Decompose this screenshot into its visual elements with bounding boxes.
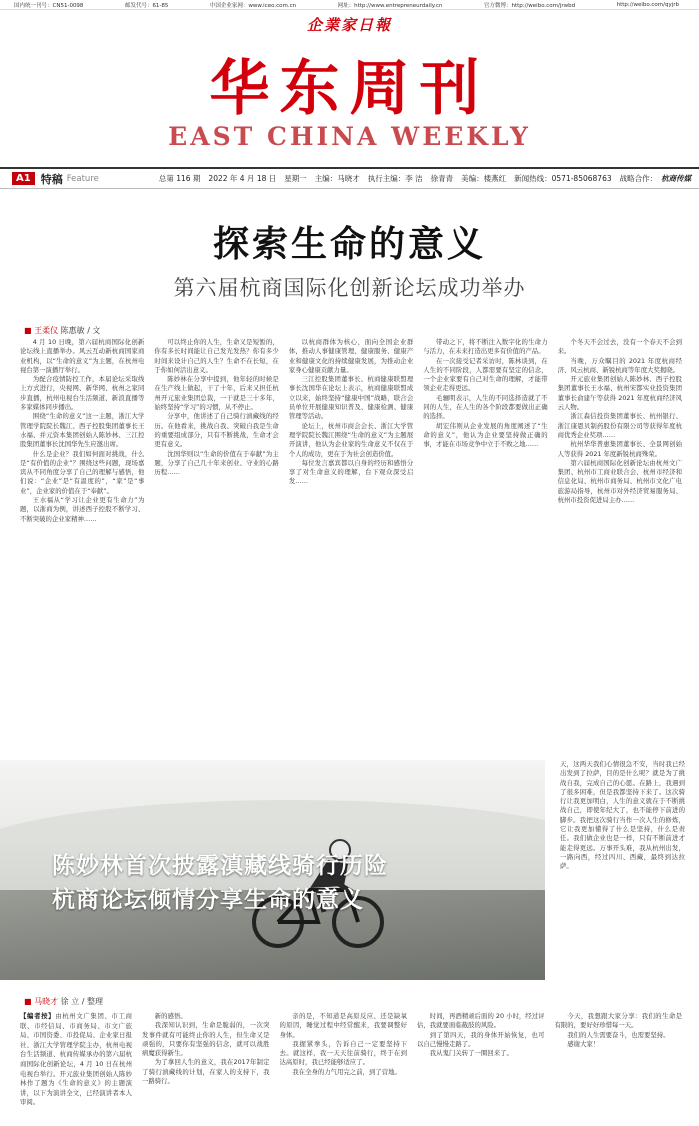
paragraph: 个冬天不会过去，没有一个春天不会到来。 bbox=[557, 338, 683, 356]
paragraph: 为了拿回人生的意义，我在2017年制定了骑行滇藏线的计划，在家人的支持下，我一路骑行。 bbox=[142, 1058, 270, 1086]
paragraph: 4 月 10 日晚，第六届杭商国际化创新论坛线上直播举办。风云互动新杭商国家商业机构，以“生命的意义”为主题，在杭州电视台第一演播厅举行。 bbox=[20, 338, 145, 374]
editor-note bbox=[20, 1012, 132, 1112]
paragraph: 我们的人生需要奋斗，也需要坚持。 bbox=[567, 1030, 670, 1039]
exec-editor: 执行主编：李 洁 bbox=[367, 174, 423, 183]
speech-column-2 bbox=[280, 1012, 408, 1118]
right-column-text: 天，这两天我们心情很急不安，当时我已经出发到了拉萨，目的是什么呢？就是为了挑战自我，完成自己的心愿。在路上，我遇到了很多困难，但是我都坚持下来了。这次骑行让我更加明白，人生的意义就在于不断挑战自己，即使年纪大了，也不能停下前进的脚步。我把这次骑行当作一次人生的修炼，它让我更加懂得了什么是坚持，什么是责任。我们做企业也是一样，只有不断前进才能走得更远。万事开头难，我从杭州出发，一路向西，经过四川、西藏，最终到达拉萨。 bbox=[560, 760, 685, 871]
paragraph: 为配合疫情防控工作，本届论坛采取线上方式进行，央视网、新华网、杭州之家同步直播，杭州电视台生活频道、新浪直播等多家媒体同步播出。 bbox=[20, 375, 145, 412]
designer: 美编：楼燕红 bbox=[461, 174, 507, 183]
paragraph: 胡宏伟则从企业发展的角度阐述了“生命的意义”，他认为企业要坚持做正确的事，才能在市场竞争中立于不败之地…… bbox=[423, 421, 548, 449]
paragraph: 开元旅业集团创始人陈妙林、西子控股集团董事长王水福、杭州宋都实业投资集团董事长俞建午等获得 2021 年度杭商经济风云人物。 bbox=[557, 375, 683, 412]
editor-note-text: 由杭州文广集团、市工商联、市经信局、市商务局、市文广旅局、市国资委、市投促局、企业家日报社、浙江大学管理学院主办，杭州电视台生活频道、杭商传媒承办的第六届杭商国际化创新论坛，4 月 10 日在杭州电视台举行。开元旅业集团创始人陈妙林作了题为《生命的意义》的主题演讲，以下为演讲全文，已经演讲者本人审阅。 bbox=[20, 1012, 132, 1107]
speech-columns bbox=[142, 1012, 682, 1118]
paragraph: 王水福从“学习让企业更有生命力”为题，以浙商为例，讲述西子控股不断学习、不断突破的企业家精神…… bbox=[20, 496, 145, 523]
paragraph: 在一次接受记者采访时，陈林谈到，在人生的不同阶段，人都需要有坚定的信念，一个企业家要有自己对生命的理解，才能带领企业走得更远。 bbox=[423, 356, 548, 393]
editor: 徐青青 bbox=[430, 174, 454, 183]
paragraph: 当晚，万众瞩目的 2021 年度杭商经济、风云杭商、新锐杭商等年度大奖揭晓。 bbox=[557, 356, 683, 374]
article-column-5 bbox=[558, 338, 682, 750]
site-link[interactable]: 网址：http://www.entrepreneurdaily.cn bbox=[337, 2, 443, 9]
paragraph: 三江控股集团董事长、杭商健康联盟理事长沈国华在论坛上表示，杭商健康联盟成立以来，始终坚持“健康中国”战略，联合会员单位开展健康知识普及、健康检测、健康管理等活动。 bbox=[288, 375, 414, 421]
paragraph: 我深知认识到，生命是脆弱的，一次突发事件就有可能终止你的人生，但生命又是顽强的，只要你有坚强的信念，就可以战胜病魔获得新生。 bbox=[142, 1021, 270, 1058]
postal-code-text: 邮发代号：61-85 bbox=[124, 2, 169, 9]
article-headline: 探索生命的意义 bbox=[212, 223, 486, 265]
byline-rest: 陈惠敏 / 文 bbox=[60, 326, 101, 335]
paragraph: 新的感悟。 bbox=[154, 1012, 187, 1020]
info-bar bbox=[0, 167, 699, 189]
chief-editor: 主编：马晓才 bbox=[314, 174, 360, 183]
article-column-3 bbox=[289, 338, 413, 750]
editor-note-label: 【编者按】 bbox=[20, 1012, 56, 1020]
speech-column-1 bbox=[142, 1012, 270, 1118]
article-column-1 bbox=[20, 338, 144, 750]
page-number-badge: A1 bbox=[12, 172, 35, 185]
paragraph: 时间，再酒精顽后面的 20 小时，经过评估，我就要面临截肢的风险。 bbox=[417, 1012, 545, 1030]
photo-caption-line-2: 杭商论坛倾情分享生命的意义 bbox=[52, 886, 364, 913]
article-column-2 bbox=[154, 338, 278, 750]
paragraph: 到了第四天，我的身体开始恢复，也可以自己慢慢走路了。 bbox=[417, 1030, 545, 1048]
issn-text: 国内统一刊号：CN51-0098 bbox=[14, 2, 84, 9]
weibo-link[interactable]: 官方微博：http://weibo.com/jrwbd bbox=[483, 2, 576, 9]
news-hotline: 新闻热线：0571-85068763 bbox=[514, 174, 612, 183]
paragraph: 浙江森信投资集团董事长、杭州银行、浙江康恩贝制药股份有限公司等获得年度杭商优秀企业奖项…… bbox=[557, 412, 683, 439]
paragraph: 带动之下，将不断注入数字化的生命力与活力，在未来打造出更多有价值的产品。 bbox=[423, 338, 548, 356]
masthead-title: 华东周刊 bbox=[209, 54, 490, 124]
paragraph: 什么是企业？我们如何面对挑战，什么是“有价值的企业”？围绕这些问题，现场嘉宾从不同角度分享了自己的理解与感悟，他们说：“企业”是“有温度的”，“家”是“事业”，企业家的价值在于“奉献”。 bbox=[20, 449, 145, 495]
issue-number: 总第 116 期 bbox=[158, 174, 201, 183]
paragraph: 亲的是，不知道是高原反应、还是缺氧的原因，睡觉过程中经常醒来，我要调整好身体。 bbox=[279, 1012, 407, 1039]
speech-column-3 bbox=[417, 1012, 545, 1118]
article-columns bbox=[20, 338, 682, 750]
weibo-link-2[interactable]: http://weibo.com/qyjrb bbox=[616, 1, 679, 8]
partner-brand: 杭商传媒 bbox=[661, 174, 692, 183]
paragraph: 我从鬼门关转了一圈回来了。 bbox=[429, 1049, 513, 1058]
newspaper-logo-text: 企業家日報 bbox=[306, 16, 392, 34]
paragraph: 杭州华华普惠集团董事长、全景网创始人等获得 2021 年度新锐杭商殊荣。 bbox=[557, 440, 683, 458]
issue-weekday: 星期一 bbox=[284, 174, 307, 183]
section-title-en: Feature bbox=[66, 173, 99, 184]
article-subhead: 第六届杭商国际化创新论坛成功举办 bbox=[173, 276, 526, 300]
article-column-4 bbox=[423, 338, 547, 750]
speech-byline-author: ■ 马晓才 bbox=[24, 997, 59, 1006]
paragraph: 今天，我想跟大家分享：我们的生命是有限的，要好好珍惜每一天。 bbox=[554, 1012, 682, 1030]
photo-caption-line-1: 陈妙林首次披露滇藏线骑行历险 bbox=[52, 852, 388, 879]
article-byline bbox=[24, 325, 100, 336]
issue-date: 2022 年 4 月 18 日 bbox=[208, 174, 277, 183]
paragraph: 我握紧拳头，告诉自己一定要坚持下去。就这样，我一天天往前骑行，终于在到达高原时，我已经能够适应了。 bbox=[279, 1039, 407, 1067]
paragraph: 围绕“生命的意义”这一主题，浙江大学管理学院院长魏江、西子控股集团董事长王水福、并元资本集团创始人陈妙林、三江控股集团董事长沈国华先生应邀出席。 bbox=[20, 412, 145, 449]
section-title: 特稿 bbox=[40, 172, 63, 186]
newspaper-logo bbox=[0, 14, 699, 35]
paragraph: 第六届杭商国际化创新论坛由杭州文广集团、杭州市工商业联合会、杭州市经济和信息化局、杭州市商务局、杭州市文化广电旅游局指导，杭州市对外经济贸易服务局、杭州市投资促进局主办…… bbox=[557, 458, 683, 505]
paragraph: 陈妙林在分享中提到，他年轻的时候是在生产线上做起，干了十年，后来又担任杭州开元旅业集团总裁，一干就是三十多年，始终坚持“学习”的习惯，从不停止。 bbox=[154, 375, 279, 412]
paragraph: 感谢大家！ bbox=[567, 1039, 600, 1048]
masthead-english: EAST CHINA WEEKLY bbox=[168, 122, 531, 151]
paragraph: 可以终止你的人生，生命又是短暂的，你有多长时间能让自己发光发热？你有多少时间来设计自己的人生？生命不在长短，在于你如何活出意义。 bbox=[154, 338, 279, 374]
top-info-line bbox=[0, 0, 699, 10]
paragraph: 以杭商群体为核心，面向全国企业群体，推动人事健康管理、健康服务、健康产业和健康文化的持续健康发展，为推动企业家身心健康贡献力量。 bbox=[288, 338, 414, 374]
partner-label: 战略合作： bbox=[619, 174, 658, 183]
speech-column-4 bbox=[555, 1012, 683, 1118]
paragraph: 每位发言嘉宾都以自身的经历和感悟分享了对生命意义的理解，台下观众深受启发…… bbox=[288, 458, 414, 486]
byline-author: ■ 王柔仪 bbox=[24, 326, 59, 335]
website-link[interactable]: 中国企业家网：www.iceo.com.cn bbox=[209, 2, 297, 9]
speech-byline bbox=[24, 996, 103, 1007]
speech-byline-rest: 徐 立 / 整理 bbox=[60, 997, 103, 1006]
photo-caption bbox=[52, 849, 388, 917]
paragraph: 论坛上，杭州市商会会长、浙江大学管理学院院长魏江围绕“生命的意义”为主题展开演讲，他认为企业家的生命意义不仅在于个人的成功，更在于为社会创造价值。 bbox=[288, 421, 414, 458]
paragraph: 沈国华则以“生命的价值在于奉献”为主题，分享了自己几十年来创业、守业的心路历程…… bbox=[154, 449, 279, 477]
paragraph: 我在全身的力气用完之前，到了营地。 bbox=[292, 1067, 401, 1076]
paragraph: 分享中，他讲述了自己骑行滇藏线的经历。在他看来，挑战自我、突破自我是生命的重要组成部分，只有不断挑战，生命才会更有意义。 bbox=[154, 412, 279, 449]
paragraph: 毛骊明表示，人生的不同选择造就了不同的人生，在人生的各个阶段都要做出正确的选择。 bbox=[423, 393, 548, 421]
